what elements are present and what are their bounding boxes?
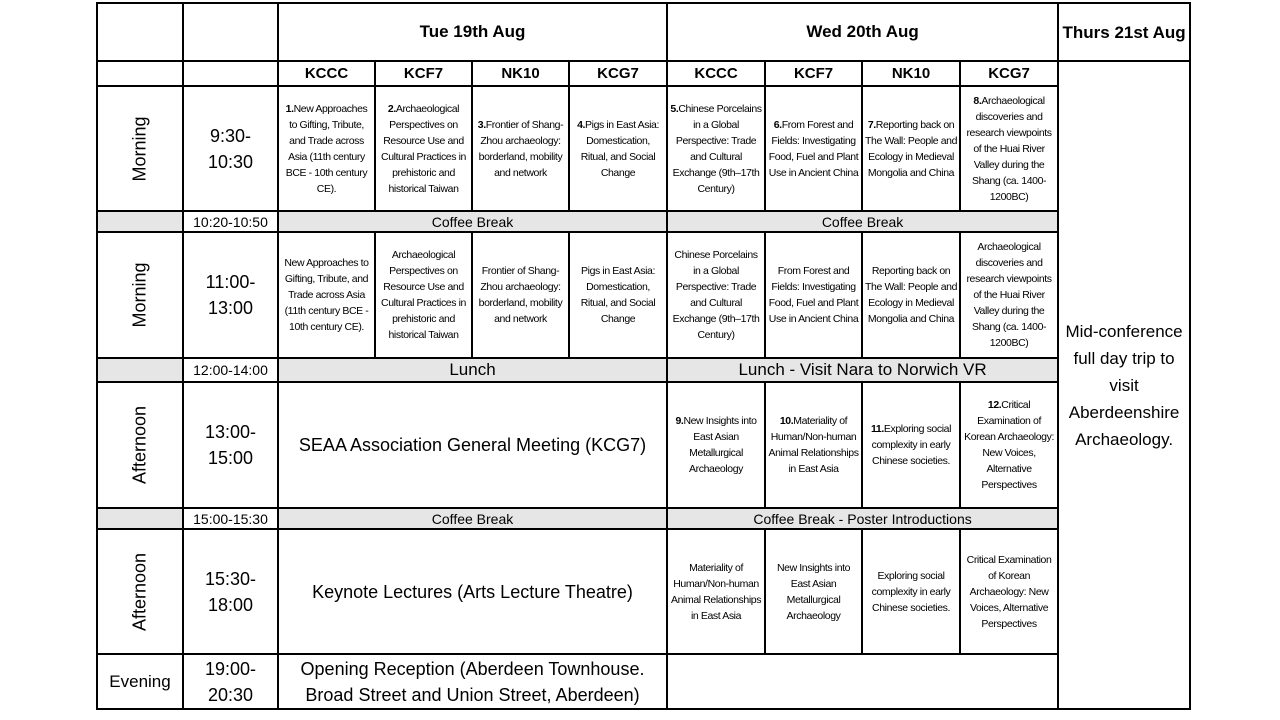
evening-row bbox=[97, 654, 1190, 709]
session-cell: Materiality of Human/Non-human Animal Relationships in East Asia bbox=[667, 529, 765, 654]
session-cell: 10.Materiality of Human/Non-human Animal Relationships in East Asia bbox=[765, 382, 862, 508]
period-label-morning: Morning bbox=[97, 86, 183, 211]
session-cell: Chinese Porcelains in a Global Perspective: Trade and Cultural Exchange (9th–17th Century) bbox=[667, 232, 765, 358]
session-cell: Exploring social complexity in early Chinese societies. bbox=[862, 529, 960, 654]
session-cell: New Approaches to Gifting, Tribute, and Trade across Asia (11th century BCE - 10th century CE). bbox=[278, 232, 375, 358]
opening-reception: Opening Reception (Aberdeen Townhouse. Broad Street and Union Street, Aberdeen) bbox=[278, 654, 667, 709]
room-header: KCCC bbox=[278, 61, 375, 86]
session-cell: New Insights into East Asian Metallurgical Archaeology bbox=[765, 529, 862, 654]
session-cell: 6.From Forest and Fields: Investigating Food, Fuel and Plant Use in Ancient China bbox=[765, 86, 862, 211]
session-cell: 12.Critical Examination of Korean Archaeology: New Voices, Alternative Perspectives bbox=[960, 382, 1058, 508]
session-cell: Pigs in East Asia: Domestication, Ritual, and Social Change bbox=[569, 232, 667, 358]
time-slot: 9:30- 10:30 bbox=[183, 86, 278, 211]
session-cell: 11.Exploring social complexity in early Chinese societies. bbox=[862, 382, 960, 508]
day-header-tue: Tue 19th Aug bbox=[278, 3, 667, 61]
session-cell: Reporting back on The Wall: People and Ecology in Medieval Mongolia and China bbox=[862, 232, 960, 358]
session-cell: Critical Examination of Korean Archaeology: New Voices, Alternative Perspectives bbox=[960, 529, 1058, 654]
lunch-row bbox=[97, 358, 1190, 382]
time-slot: 11:00- 13:00 bbox=[183, 232, 278, 358]
break-row-1 bbox=[97, 211, 1190, 232]
morning-row-1 bbox=[97, 86, 1190, 211]
coffee-break: Coffee Break bbox=[278, 211, 667, 232]
morning-row-2 bbox=[97, 232, 1190, 358]
corner-cell bbox=[183, 61, 278, 86]
period-label-empty bbox=[97, 508, 183, 529]
break-time: 15:00-15:30 bbox=[183, 508, 278, 529]
empty-cell bbox=[667, 654, 1058, 709]
coffee-break: Coffee Break bbox=[278, 508, 667, 529]
session-cell: 2.Archaeological Perspectives on Resource Use and Cultural Practices in prehistoric and historical Taiwan bbox=[375, 86, 472, 211]
time-slot: 15:30- 18:00 bbox=[183, 529, 278, 654]
day-header-thu: Thurs 21st Aug bbox=[1058, 3, 1190, 61]
corner-cell bbox=[97, 3, 183, 61]
corner-cell bbox=[97, 61, 183, 86]
day-header-wed: Wed 20th Aug bbox=[667, 3, 1058, 61]
time-slot: 19:00- 20:30 bbox=[183, 654, 278, 709]
time-slot: 13:00- 15:00 bbox=[183, 382, 278, 508]
session-cell: 1.New Approaches to Gifting, Tribute, and Trade across Asia (11th century BCE - 10th century CE). bbox=[278, 86, 375, 211]
break-time: 12:00-14:00 bbox=[183, 358, 278, 382]
coffee-break: Coffee Break - Poster Introductions bbox=[667, 508, 1058, 529]
session-cell: 5.Chinese Porcelains in a Global Perspective: Trade and Cultural Exchange (9th–17th Century) bbox=[667, 86, 765, 211]
corner-cell bbox=[183, 3, 278, 61]
break-row-2 bbox=[97, 508, 1190, 529]
session-cell: 9.New Insights into East Asian Metallurgical Archaeology bbox=[667, 382, 765, 508]
afternoon-row-1 bbox=[97, 382, 1190, 508]
room-header: KCG7 bbox=[960, 61, 1058, 86]
session-cell: Archaeological discoveries and research viewpoints of the Huai River Valley during the Shang (ca. 1400-1200BC) bbox=[960, 232, 1058, 358]
general-meeting: SEAA Association General Meeting (KCG7) bbox=[278, 382, 667, 508]
lunch-break: Lunch - Visit Nara to Norwich VR bbox=[667, 358, 1058, 382]
period-label-afternoon: Afternoon bbox=[97, 529, 183, 654]
session-cell: From Forest and Fields: Investigating Food, Fuel and Plant Use in Ancient China bbox=[765, 232, 862, 358]
session-cell: Frontier of Shang-Zhou archaeology: borderland, mobility and network bbox=[472, 232, 569, 358]
afternoon-row-2 bbox=[97, 529, 1190, 654]
period-label-morning: Morning bbox=[97, 232, 183, 358]
period-label-empty bbox=[97, 358, 183, 382]
period-label-evening: Evening bbox=[97, 654, 183, 709]
day-header-row bbox=[97, 3, 1190, 61]
session-cell: Archaeological Perspectives on Resource Use and Cultural Practices in prehistoric and historical Taiwan bbox=[375, 232, 472, 358]
schedule-table bbox=[96, 2, 1191, 710]
period-label-empty bbox=[97, 211, 183, 232]
coffee-break: Coffee Break bbox=[667, 211, 1058, 232]
keynote-lectures: Keynote Lectures (Arts Lecture Theatre) bbox=[278, 529, 667, 654]
room-header: KCG7 bbox=[569, 61, 667, 86]
session-cell: 4.Pigs in East Asia: Domestication, Ritual, and Social Change bbox=[569, 86, 667, 211]
room-header: NK10 bbox=[862, 61, 960, 86]
room-header: NK10 bbox=[472, 61, 569, 86]
room-header-row bbox=[97, 61, 1190, 86]
lunch-break: Lunch bbox=[278, 358, 667, 382]
room-header: KCF7 bbox=[765, 61, 862, 86]
session-cell: 8.Archaeological discoveries and research viewpoints of the Huai River Valley during the Shang (ca. 1400-1200BC) bbox=[960, 86, 1058, 211]
session-cell: 3.Frontier of Shang-Zhou archaeology: borderland, mobility and network bbox=[472, 86, 569, 211]
thursday-trip: Mid-conference full day trip to visit Aberdeenshire Archaeology. bbox=[1058, 61, 1190, 709]
period-label-afternoon: Afternoon bbox=[97, 382, 183, 508]
session-cell: 7.Reporting back on The Wall: People and Ecology in Medieval Mongolia and China bbox=[862, 86, 960, 211]
room-header: KCF7 bbox=[375, 61, 472, 86]
break-time: 10:20-10:50 bbox=[183, 211, 278, 232]
room-header: KCCC bbox=[667, 61, 765, 86]
